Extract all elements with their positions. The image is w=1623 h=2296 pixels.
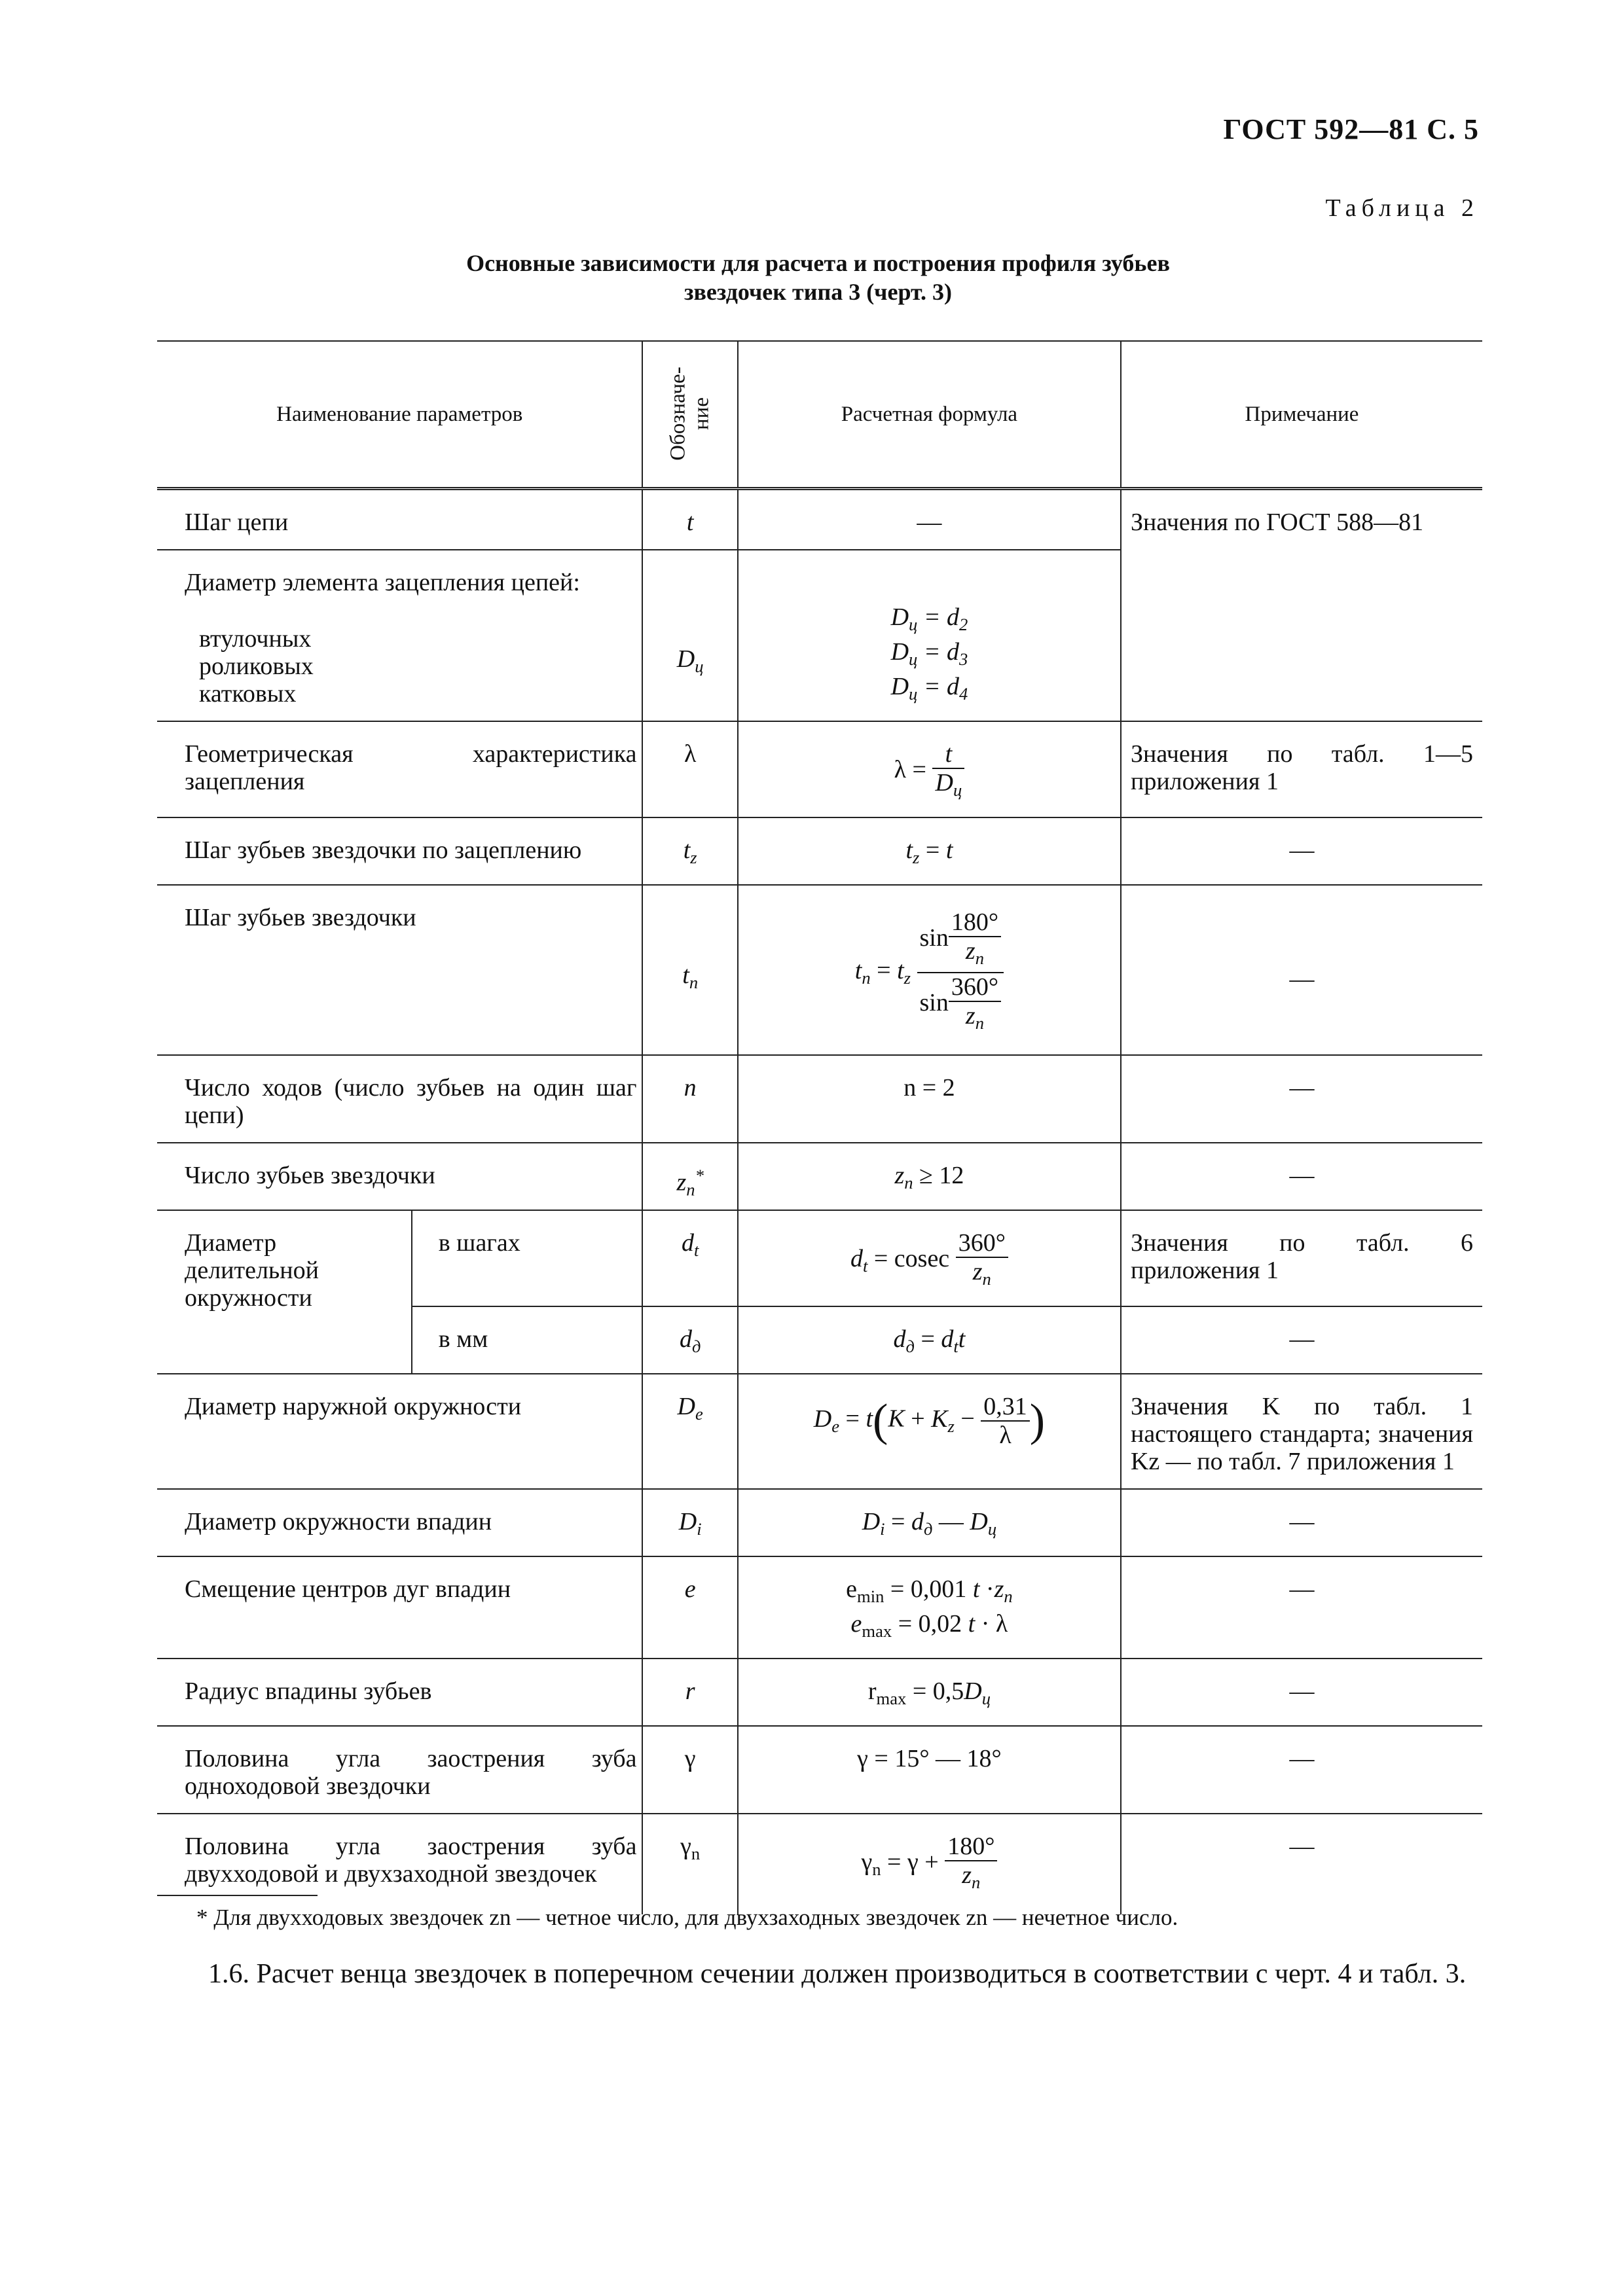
table-title-line-1: Основные зависимости для расчета и построения профиля зубьев <box>466 250 1170 276</box>
page-header: ГОСТ 592—81 С. 5 <box>1223 113 1479 145</box>
type-bushing: втулочных <box>199 625 312 653</box>
row-de-note: Значения K по табл. 1 настоящего стандарта; значения Kz — по табл. 7 приложения 1 <box>1121 1374 1482 1489</box>
table-title-line-2: звездочек типа 3 (черт. 3) <box>684 279 952 305</box>
row-dt-symbol: $d_t$ <box>642 1210 737 1306</box>
row-gamma-n-param: Половина угла заострения зуба двухходовой и двухзаходной звездочек <box>185 1832 637 1888</box>
footnote-divider <box>157 1895 318 1896</box>
type-rolling: катковых <box>199 680 297 708</box>
row-element-diameter-symbol: $D_ц$ <box>642 550 737 721</box>
row-lambda-param: Геометрическая характеристика зацепления <box>157 721 642 817</box>
element-diameter-types <box>185 625 636 708</box>
column-header-note: Примечание <box>1121 341 1482 489</box>
row-r-symbol: r <box>642 1659 737 1726</box>
row-r-formula: $r_{max} = 0,5D_ц$ <box>738 1659 1121 1726</box>
row-element-diameter-formula: $D_ц = d_2$ $D_ц = d_3$ $D_ц = d_4$ <box>738 550 1121 721</box>
row-chain-pitch-formula: — <box>738 489 1121 550</box>
row-tz-param: Шаг зубьев звездочки по зацеплению <box>157 817 642 885</box>
row-zn-note: — <box>1121 1143 1482 1210</box>
row-gamma-n-note: — <box>1121 1814 1482 1914</box>
section-paragraph: 1.6. Расчет венца звездочек в поперечном сечении должен производиться в соответствии с черт. 4 и табл. 3. <box>208 1959 1467 1989</box>
row-gamma-n-formula: $\gamma_n = \gamma$ + $\frac{180^\circ}{z_n}$ <box>738 1814 1121 1914</box>
row-r-param: Радиус впадины зубьев <box>157 1659 642 1726</box>
row-tn-param: Шаг зубьев звездочки <box>157 885 642 1055</box>
row-zn-formula: $z_n \ge 12$ <box>738 1143 1121 1210</box>
column-header-symbol: Обозначе- ние <box>642 341 737 489</box>
row-de-formula: $D_e = t(K + K_z$ − $\frac{0,31}{\lambda}$ ) <box>738 1374 1121 1489</box>
row-r-note: — <box>1121 1659 1482 1726</box>
table-title <box>157 249 1479 306</box>
row-gamma-symbol: γ <box>642 1726 737 1814</box>
parameters-table <box>157 340 1482 1914</box>
row-dt-formula: $d_t = cosec$ $\frac{360^\circ}{z_n}$ <box>738 1210 1121 1306</box>
row-gamma-n-symbol: $\gamma_n$ <box>642 1814 737 1914</box>
footnote: * Для двухходовых звездочек zn — четное число, для двухзаходных звездочек zn — нечетное число. <box>196 1905 1178 1930</box>
row-tn-symbol: $t_n$ <box>642 885 737 1055</box>
row-tn-note: — <box>1121 885 1482 1055</box>
row-e-formula: $e_{min} = 0,001$ $t \cdot z_n$ $e_{max} = 0,02$ t · λ <box>738 1556 1121 1659</box>
row-pitch-diameter-in-mm-label: в мм <box>412 1306 643 1374</box>
row-element-diameter-param <box>157 550 642 721</box>
row-gamma-formula: γ = 15° — 18° <box>738 1726 1121 1814</box>
row-tz-formula: $t_z = t$ <box>738 817 1121 885</box>
row-n-formula: n = 2 <box>738 1055 1121 1143</box>
column-header-param: Наименование параметров <box>157 341 642 489</box>
row-chain-pitch-symbol: t <box>642 489 737 550</box>
row-gamma-param: Половина угла заострения зуба одноходовой звездочки <box>157 1726 642 1814</box>
row-de-symbol: $D_e$ <box>642 1374 737 1489</box>
column-header-formula: Расчетная формула <box>738 341 1121 489</box>
row-lambda-symbol: λ <box>642 721 737 817</box>
row-n-param: Число ходов (число зубьев на один шаг цепи) <box>157 1055 642 1143</box>
row-chain-pitch-note: Значения по ГОСТ 588—81 <box>1121 489 1482 722</box>
row-chain-pitch-param: Шаг цепи <box>157 489 642 550</box>
row-tn-formula: $t_n = t_z$ sin $\frac{180^\circ}{z_n}$ sin $\frac{360^\circ}{z_n}$ <box>738 885 1121 1055</box>
table-label: Таблица 2 <box>1325 194 1479 222</box>
row-e-param: Смещение центров дуг впадин <box>157 1556 642 1659</box>
row-n-symbol: n <box>642 1055 737 1143</box>
row-gamma-note: — <box>1121 1726 1482 1814</box>
row-di-note: — <box>1121 1489 1482 1556</box>
row-di-symbol: $D_i$ <box>642 1489 737 1556</box>
type-roller: роликовых <box>199 653 314 680</box>
row-zn-symbol: $z_n^*$ <box>642 1143 737 1210</box>
row-de-param: Диаметр наружной окружности <box>157 1374 642 1489</box>
row-tz-note: — <box>1121 817 1482 885</box>
row-dd-symbol: $d_д$ <box>642 1306 737 1374</box>
row-pitch-diameter-in-pitches-label: в шагах <box>412 1210 643 1306</box>
row-lambda-note: Значения по табл. 1—5 приложения 1 <box>1121 721 1482 817</box>
row-e-symbol: e <box>642 1556 737 1659</box>
row-di-formula: $D_i = d_д$ — $D_ц$ <box>738 1489 1121 1556</box>
row-dd-note: — <box>1121 1306 1482 1374</box>
row-tz-symbol: $t_z$ <box>642 817 737 885</box>
element-diameter-label: Диаметр элемента зацепления цепей: <box>185 569 580 596</box>
row-dd-formula: $d_д = d_tt$ <box>738 1306 1121 1374</box>
row-dt-note: Значения по табл. 6 приложения 1 <box>1121 1210 1482 1306</box>
row-n-note: — <box>1121 1055 1482 1143</box>
row-di-param: Диаметр окружности впадин <box>157 1489 642 1556</box>
row-pitch-diameter-param: Диаметр делительной окружности <box>157 1210 412 1374</box>
row-zn-param: Число зубьев звездочки <box>157 1143 642 1210</box>
row-e-note: — <box>1121 1556 1482 1659</box>
row-lambda-formula: λ = $\frac{t}{D_ц}$ <box>738 721 1121 817</box>
